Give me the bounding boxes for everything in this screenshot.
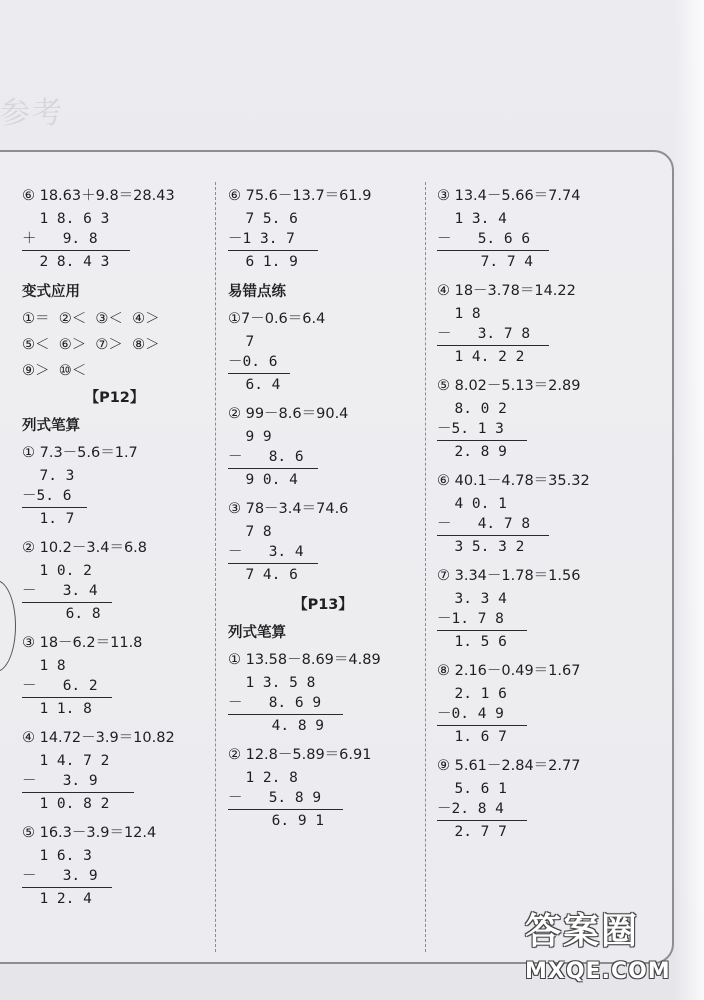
calc-line — [437, 440, 527, 441]
section-title: 列式笔算 — [228, 625, 286, 641]
equation: ④ 18－3.78＝14.22 — [437, 283, 576, 299]
vertical-calculation — [437, 494, 647, 557]
equation: ⑨ 5.61－2.84＝2.77 — [437, 758, 581, 774]
equation: ③ 13.4－5.66＝7.74 — [437, 188, 581, 204]
calc-line — [437, 630, 527, 631]
calc-line — [228, 809, 343, 810]
calc-line — [22, 697, 112, 698]
calc-row: 1 4. 2 2 — [437, 349, 525, 365]
equation: ⑧ 2.16－0.49＝1.67 — [437, 663, 581, 679]
calc-row: 1 8 — [22, 658, 66, 674]
calc-row: 1 1. 8 — [22, 701, 92, 717]
calc-row: －5. 6 — [22, 488, 72, 504]
equation: ⑥ 75.6－13.7＝61.9 — [228, 188, 372, 204]
vertical-calculation — [228, 768, 418, 831]
calc-row: 6 1. 9 — [228, 254, 298, 270]
calc-row: －1 3. 7 — [228, 231, 295, 247]
calc-row: － 8. 6 — [228, 449, 304, 465]
calc-line — [437, 250, 549, 251]
calc-row: 2 8. 4 3 — [22, 254, 110, 270]
calc-row: 1 8 — [437, 306, 481, 322]
vertical-calculation — [228, 427, 418, 490]
calc-row: 9 9 — [228, 429, 272, 445]
vertical-calculation — [437, 209, 647, 272]
calc-line — [228, 250, 318, 251]
vertical-calculation — [228, 209, 418, 272]
comparison-row: ⑨＞ ⑩＜ — [22, 363, 87, 379]
calc-line — [22, 507, 87, 508]
equation: ⑤ 16.3－3.9＝12.4 — [22, 825, 157, 841]
calc-line — [437, 535, 549, 536]
calc-row: －1. 7 8 — [437, 611, 504, 627]
calc-row: － 5. 8 9 — [228, 790, 322, 806]
vertical-calculation — [437, 304, 647, 367]
column-divider-2 — [425, 182, 426, 952]
vertical-calculation — [22, 561, 207, 624]
calc-line — [437, 820, 527, 821]
calc-row: 1 4. 7 2 — [22, 753, 110, 769]
calc-row: 7. 3 — [22, 468, 75, 484]
equation: ② 99－8.6＝90.4 — [228, 406, 349, 422]
equation: ⑥ 40.1－4.78＝35.32 — [437, 473, 590, 489]
calc-row: － 4. 7 8 — [437, 516, 531, 532]
watermark-logo-text: 答案圈 — [525, 910, 640, 952]
calc-row: 1 3. 4 — [437, 211, 507, 227]
equation: ⑤ 8.02－5.13＝2.89 — [437, 378, 581, 394]
equation: ② 12.8－5.89＝6.91 — [228, 747, 372, 763]
vertical-calculation — [228, 673, 418, 736]
calc-line — [22, 887, 112, 888]
calc-row: 3 5. 3 2 — [437, 539, 525, 555]
calc-row: 6. 4 — [228, 377, 281, 393]
page-label: 【P12】 — [84, 390, 145, 406]
calc-row: －0. 4 9 — [437, 706, 504, 722]
equation: ①7－0.6＝6.4 — [228, 311, 326, 327]
calc-row: 4. 8 9 — [228, 718, 325, 734]
calc-row: 1 8. 6 3 — [22, 211, 110, 227]
calc-row: 1. 5 6 — [437, 634, 507, 650]
vertical-calculation — [22, 751, 207, 814]
calc-row: 7 — [228, 334, 255, 350]
column-divider-1 — [215, 182, 216, 952]
calc-row: 1 0. 2 — [22, 563, 92, 579]
calc-line — [22, 250, 130, 251]
calc-row: － 6. 2 — [22, 678, 98, 694]
calc-row: 3. 3 4 — [437, 591, 507, 607]
calc-row: 8. 0 2 — [437, 401, 507, 417]
faint-header-text: 参考 — [0, 96, 64, 131]
page-label: 【P13】 — [293, 597, 353, 613]
calc-line — [22, 602, 112, 603]
calc-row: 7 4. 6 — [228, 567, 298, 583]
page-edge-shadow — [674, 0, 704, 1000]
calc-row: 9 0. 4 — [228, 472, 298, 488]
calc-row: －5. 1 3 — [437, 421, 504, 437]
vertical-calculation — [22, 846, 207, 909]
calc-row: 1 3. 5 8 — [228, 675, 316, 691]
vertical-calculation — [437, 684, 647, 747]
calc-line — [22, 792, 134, 793]
watermark-url-text: MXQE.COM — [525, 959, 671, 984]
calc-row: 1 6. 3 — [22, 848, 92, 864]
answer-column-3 — [437, 183, 647, 848]
calc-row: ＋ 9. 8 — [22, 231, 98, 247]
equation: ⑦ 3.34－1.78＝1.56 — [437, 568, 581, 584]
vertical-calculation — [22, 656, 207, 719]
section-title: 列式笔算 — [22, 418, 80, 434]
calc-line — [228, 714, 343, 715]
vertical-calculation — [437, 779, 647, 842]
calc-row: － 3. 9 — [22, 868, 98, 884]
calc-row: 7. 7 4 — [437, 254, 534, 270]
calc-row: － 5. 6 6 — [437, 231, 531, 247]
calc-row: 4 0. 1 — [437, 496, 507, 512]
calc-row: 7 8 — [228, 524, 272, 540]
calc-row: －0. 6 — [228, 354, 278, 370]
calc-row: － 3. 7 8 — [437, 326, 531, 342]
calc-row: 6. 9 1 — [228, 813, 325, 829]
answer-column-2 — [228, 183, 418, 837]
calc-line — [437, 725, 527, 726]
calc-line — [228, 563, 318, 564]
calc-row: 1. 6 7 — [437, 729, 507, 745]
calc-row: 1. 7 — [22, 511, 75, 527]
vertical-calculation — [228, 332, 418, 395]
calc-row: 5. 6 1 — [437, 781, 507, 797]
section-title: 易错点练 — [228, 284, 286, 300]
calc-row: 6. 8 — [22, 606, 101, 622]
vertical-calculation — [228, 522, 418, 585]
calc-row: 2. 7 7 — [437, 824, 507, 840]
vertical-calculation — [437, 589, 647, 652]
section-title: 变式应用 — [22, 284, 80, 300]
equation: ② 10.2－3.4＝6.8 — [22, 540, 148, 556]
comparison-row: ①＝ ②＜ ③＜ ④＞ — [22, 311, 160, 327]
vertical-calculation — [22, 209, 207, 272]
equation: ① 7.3－5.6＝1.7 — [22, 445, 138, 461]
equation: ① 13.58－8.69＝4.89 — [228, 652, 381, 668]
equation: ③ 18－6.2＝11.8 — [22, 635, 143, 651]
calc-row: － 3. 9 — [22, 773, 98, 789]
calc-line — [437, 345, 549, 346]
answer-column-1 — [22, 183, 207, 915]
vertical-calculation — [22, 466, 207, 529]
calc-row: 1 2. 4 — [22, 891, 92, 907]
calc-row: 2. 1 6 — [437, 686, 507, 702]
calc-line — [228, 468, 318, 469]
calc-row: 2. 8 9 — [437, 444, 507, 460]
calc-row: －2. 8 4 — [437, 801, 504, 817]
equation: ③ 78－3.4＝74.6 — [228, 501, 349, 517]
calc-row: － 3. 4 — [22, 583, 98, 599]
watermark-logo — [525, 908, 700, 1000]
vertical-calculation — [437, 399, 647, 462]
calc-row: － 3. 4 — [228, 544, 304, 560]
equation: ④ 14.72－3.9＝10.82 — [22, 730, 175, 746]
calc-row: 1 2. 8 — [228, 770, 298, 786]
calc-row: － 8. 6 9 — [228, 695, 322, 711]
equation: ⑥ 18.63＋9.8＝28.43 — [22, 188, 175, 204]
calc-row: 7 5. 6 — [228, 211, 298, 227]
comparison-row: ⑤＜ ⑥＞ ⑦＞ ⑧＞ — [22, 337, 160, 353]
calc-line — [228, 373, 290, 374]
calc-row: 1 0. 8 2 — [22, 796, 110, 812]
